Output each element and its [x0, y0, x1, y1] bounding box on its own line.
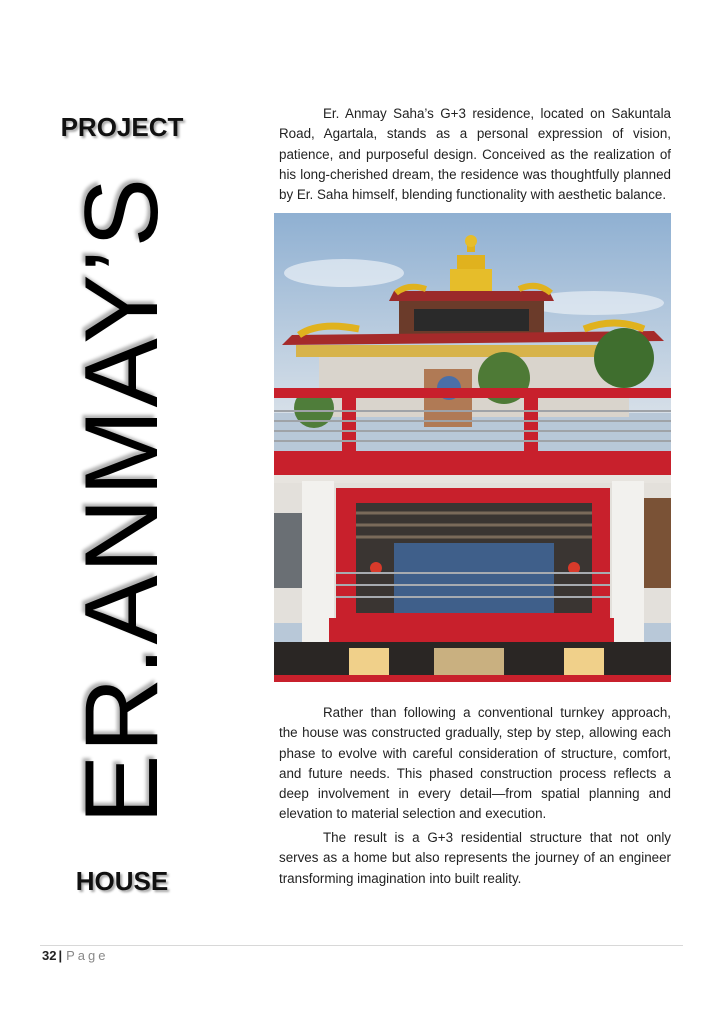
page-word: Page [66, 948, 109, 963]
house-label: HOUSE [75, 866, 169, 896]
footer-separator: | [58, 948, 63, 963]
result-paragraph-text: The result is a G+3 residential structure that not only serves as a home but also represents the journey of an engineer transforming imagination into built reality. [279, 830, 671, 886]
project-label: PROJECT [60, 112, 184, 142]
page-number: 32 [42, 948, 57, 963]
intro-paragraph [279, 104, 671, 205]
house-photo [274, 213, 671, 682]
vertical-title-container [52, 150, 192, 850]
construction-paragraph [279, 703, 671, 825]
footer-divider [40, 945, 683, 946]
page-footer [42, 948, 108, 963]
result-paragraph [279, 828, 671, 889]
intro-paragraph-text: Er. Anmay Saha’s G+3 residence, located on Sakuntala Road, Agartala, stands as a personal expression of vision, patience, and purposeful design. Conceived as the realization of his long-cherished dream, the residence was thoughtfully planned by Er. Saha himself, blending functionality with aesthetic balance. [279, 106, 671, 203]
construction-paragraph-text: Rather than following a conventional turnkey approach, the house was constructed gradually, step by step, allowing each phase to evolve with careful consideration of structure, comfort, and future needs. This phased construction process reflects a deep involvement in every detail—from spatial planning and elevation to material selection and execution. [279, 705, 671, 822]
vertical-title: ER.ANMAY’S [64, 176, 180, 824]
